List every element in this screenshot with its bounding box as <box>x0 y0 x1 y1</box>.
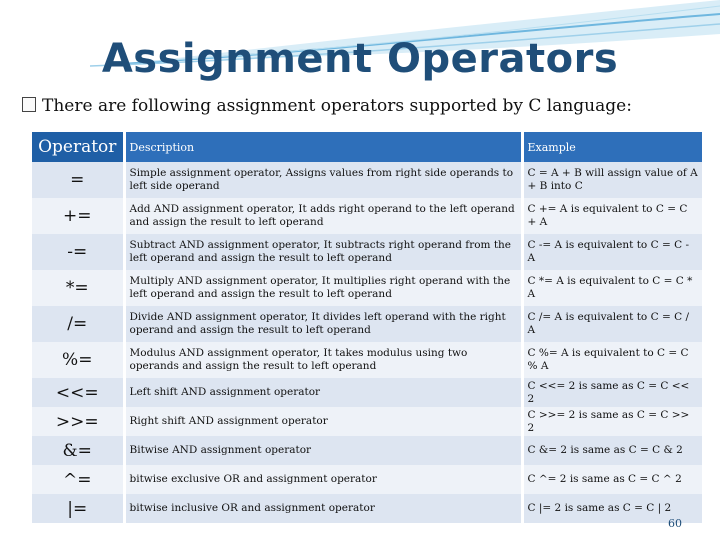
operator-cell: <<= <box>32 378 124 407</box>
table-row <box>32 306 702 342</box>
example-cell: C -= A is equivalent to C = C - A <box>522 234 702 270</box>
operator-cell: = <box>32 162 124 198</box>
table-row <box>32 436 702 465</box>
table-row <box>32 198 702 234</box>
table-row <box>32 378 702 407</box>
intro-bullet <box>22 96 632 116</box>
example-cell: C >>= 2 is same as C = C >> 2 <box>522 407 702 436</box>
example-cell: C |= 2 is same as C = C | 2 <box>522 494 702 523</box>
table-row <box>32 407 702 436</box>
description-cell: Divide AND assignment operator, It divides left operand with the right operand and assign the result to left operand <box>124 306 522 342</box>
table-row <box>32 342 702 378</box>
example-cell: C <<= 2 is same as C = C << 2 <box>522 378 702 407</box>
table-row <box>32 162 702 198</box>
square-bullet-icon <box>22 97 36 112</box>
example-cell: C *= A is equivalent to C = C * A <box>522 270 702 306</box>
operator-cell: >>= <box>32 407 124 436</box>
operator-cell: *= <box>32 270 124 306</box>
operators-table <box>32 132 702 523</box>
page-number: 60 <box>668 517 682 530</box>
table-header-row <box>32 132 702 162</box>
example-cell: C /= A is equivalent to C = C / A <box>522 306 702 342</box>
table-row <box>32 270 702 306</box>
header-operator: Operator <box>32 132 124 162</box>
description-cell: Subtract AND assignment operator, It subtracts right operand from the left operand and assign the result to left operand <box>124 234 522 270</box>
intro-text: There are following assignment operators supported by C language: <box>42 96 632 116</box>
example-cell: C %= A is equivalent to C = C % A <box>522 342 702 378</box>
description-cell: Bitwise AND assignment operator <box>124 436 522 465</box>
description-cell: Simple assignment operator, Assigns values from right side operands to left side operand <box>124 162 522 198</box>
example-cell: C += A is equivalent to C = C + A <box>522 198 702 234</box>
description-cell: Multiply AND assignment operator, It multiplies right operand with the left operand and assign the result to left operand <box>124 270 522 306</box>
example-cell: C ^= 2 is same as C = C ^ 2 <box>522 465 702 494</box>
table-row <box>32 234 702 270</box>
operator-cell: /= <box>32 306 124 342</box>
description-cell: Right shift AND assignment operator <box>124 407 522 436</box>
operator-cell: %= <box>32 342 124 378</box>
description-cell: Add AND assignment operator, It adds right operand to the left operand and assign the result to left operand <box>124 198 522 234</box>
header-example: Example <box>522 132 702 162</box>
operator-cell: += <box>32 198 124 234</box>
description-cell: bitwise inclusive OR and assignment operator <box>124 494 522 523</box>
operator-cell: |= <box>32 494 124 523</box>
page-title: Assignment Operators <box>101 36 619 82</box>
header-description: Description <box>124 132 522 162</box>
operator-cell: ^= <box>32 465 124 494</box>
table-row <box>32 494 702 523</box>
description-cell: Modulus AND assignment operator, It takes modulus using two operands and assign the result to left operand <box>124 342 522 378</box>
description-cell: Left shift AND assignment operator <box>124 378 522 407</box>
table-row <box>32 465 702 494</box>
operator-cell: -= <box>32 234 124 270</box>
example-cell: C = A + B will assign value of A + B into C <box>522 162 702 198</box>
operator-cell: &= <box>32 436 124 465</box>
example-cell: C &= 2 is same as C = C & 2 <box>522 436 702 465</box>
description-cell: bitwise exclusive OR and assignment operator <box>124 465 522 494</box>
